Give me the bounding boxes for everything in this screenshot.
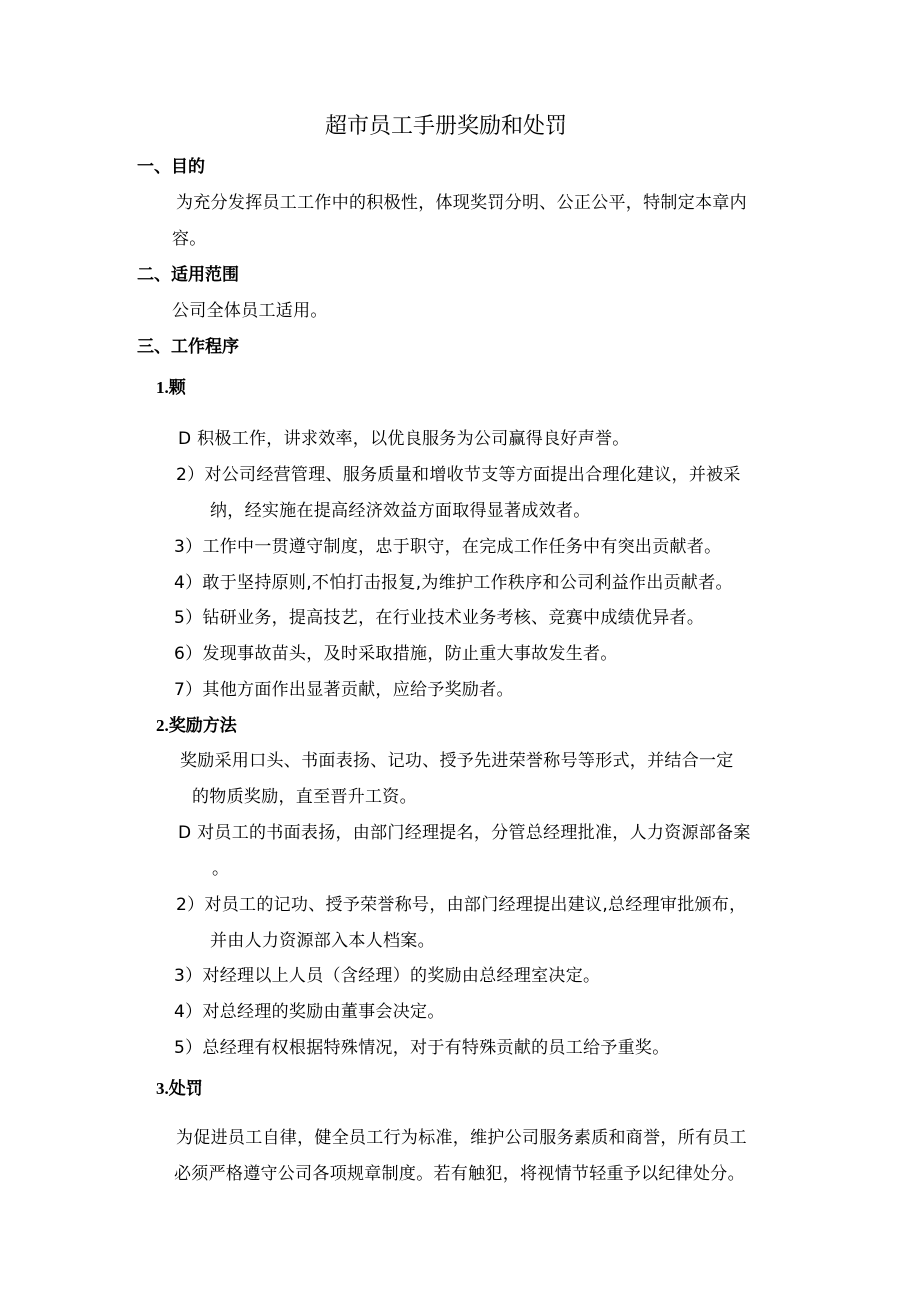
list-item: 4）敢于坚持原则,不怕打击报复,为维护工作秩序和公司利益作出贡献者。 <box>174 573 733 593</box>
section-heading-procedure: 三、工作程序 <box>137 337 239 357</box>
list-item: 5）总经理有权根据特殊情况，对于有特殊贡献的员工给予重奖。 <box>174 1038 670 1058</box>
paragraph-line: 奖励采用口头、书面表扬、记功、授予先进荣誉称号等形式，并结合一定 <box>180 751 734 771</box>
list-item: 4）对总经理的奖励由董事会决定。 <box>174 1002 445 1022</box>
section-heading-scope: 二、适用范围 <box>137 265 239 285</box>
paragraph-line: 公司全体员工适用。 <box>172 301 328 321</box>
list-item: 3）工作中一贯遵守制度，忠于职守，在完成工作任务中有突出贡献者。 <box>174 537 722 557</box>
list-item: 2）对公司经营管理、服务质量和增收节支等方面提出合理化建议，并被采 <box>176 465 741 485</box>
paragraph-line: 的物质奖励，直至晋升工资。 <box>192 787 417 807</box>
subsection-heading-reward-methods: 2.奖励方法 <box>156 716 237 735</box>
page-title: 超市员工手册奖励和处罚 <box>325 114 568 139</box>
list-item: 3）对经理以上人员（含经理）的奖励由总经理室决定。 <box>174 966 601 986</box>
list-item: D 积极工作，讲求效率，以优良服务为公司赢得良好声誉。 <box>178 429 630 449</box>
section-heading-purpose: 一、目的 <box>137 157 205 177</box>
list-item: 5）钻研业务，提高技艺，在行业技术业务考核、竞赛中成绩优异者。 <box>174 608 705 628</box>
list-item: 7）其他方面作出显著贡献，应给予奖励者。 <box>174 680 514 700</box>
paragraph-line: 为促进员工自律，健全员工行为标准，维护公司服务素质和商誉，所有员工 <box>176 1128 747 1148</box>
list-item: 6）发现事故苗头，及时采取措施，防止重大事故发生者。 <box>174 644 618 664</box>
paragraph-line: 必须严格遵守公司各项规章制度。若有触犯，将视情节轻重予以纪律处分。 <box>174 1164 745 1184</box>
subsection-heading-penalty: 3.处罚 <box>156 1079 203 1098</box>
paragraph-line: 为充分发挥员工工作中的积极性，体现奖罚分明、公正公平，特制定本章内 <box>176 193 747 213</box>
subsection-heading-reward-criteria: 1.颗 <box>156 378 186 397</box>
paragraph-line: 容。 <box>172 229 207 249</box>
list-item-continuation: 。 <box>212 859 230 879</box>
list-item: D 对员工的书面表扬，由部门经理提名，分管总经理批准，人力资源部备案 <box>178 823 751 843</box>
list-item-continuation: 并由人力资源部入本人档案。 <box>210 931 435 951</box>
list-item-continuation: 纳，经实施在提高经济效益方面取得显著成效者。 <box>210 501 591 521</box>
list-item: 2）对员工的记功、授予荣誉称号，由部门经理提出建议,总经理审批颁布， <box>176 895 747 915</box>
